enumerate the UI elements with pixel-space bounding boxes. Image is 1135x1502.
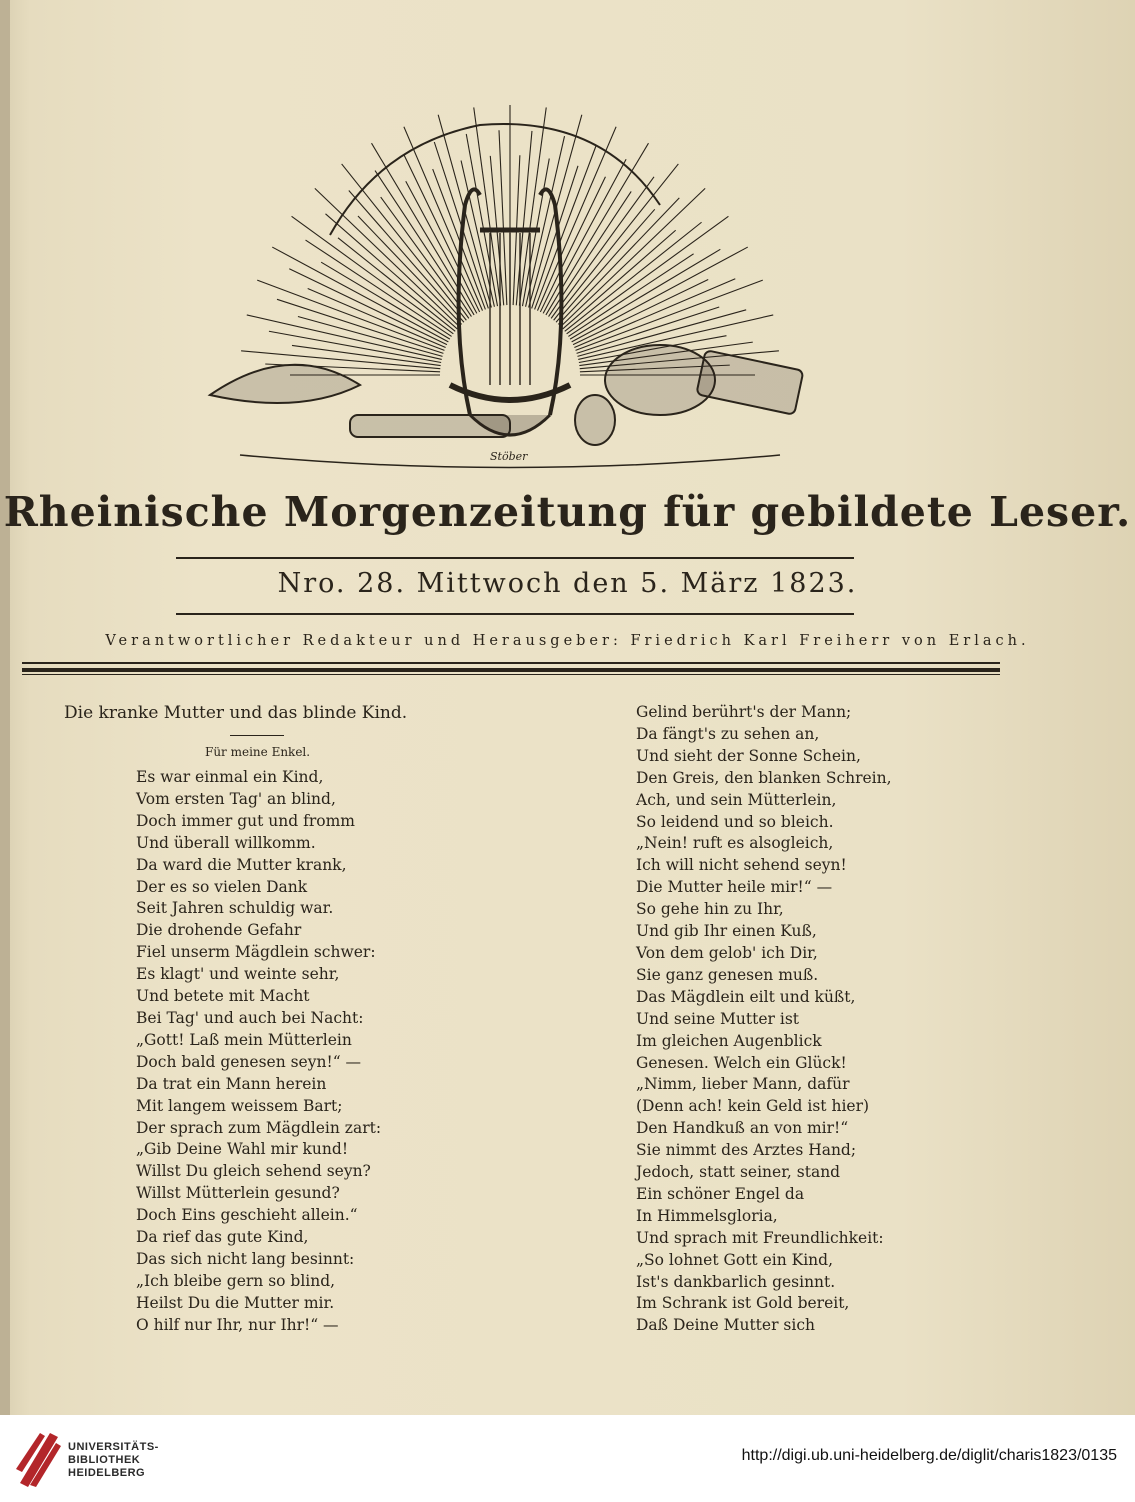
poem-line: Und sprach mit Freundlichkeit:: [636, 1228, 884, 1247]
sunburst-ray: [257, 280, 444, 350]
sunburst-ray: [358, 216, 462, 324]
poem-line: Und sieht der Sonne Schein,: [636, 746, 861, 765]
digital-library-footer: [0, 1415, 1135, 1502]
sunburst-ray: [315, 188, 460, 326]
sunburst-ray: [272, 247, 448, 342]
poem-line: Und seine Mutter ist: [636, 1009, 800, 1028]
masthead-engraving: [180, 85, 840, 470]
poem-line: Fiel unserm Mägdlein schwer:: [136, 943, 376, 962]
issue-line: Nro. 28. Mittwoch den 5. März 1823.: [277, 568, 858, 599]
poem-line: Das Mägdlein eilt und küßt,: [636, 987, 856, 1006]
library-name-line: UNIVERSITÄTS-: [68, 1441, 159, 1453]
poem-line: Vom ersten Tag' an blind,: [136, 789, 336, 808]
newspaper-title: Rheinische Morgenzeitung für gebildete Leser.: [3, 488, 1132, 536]
poem-line: O hilf nur Ihr, nur Ihr!“ —: [136, 1315, 339, 1334]
heidelberg-library-logo-icon: [16, 1429, 62, 1487]
poem-line: Im gleichen Augenblick: [636, 1031, 822, 1050]
sunburst-ray: [342, 164, 467, 320]
poem-line: „Nimm, lieber Mann, dafür: [636, 1075, 850, 1094]
poem-dedication: Für meine Enkel.: [205, 745, 311, 759]
poem-line: Und gib Ihr einen Kuß,: [636, 922, 817, 941]
sunburst-ray: [561, 188, 706, 326]
poem-line: Mit langem weissem Bart;: [136, 1096, 343, 1115]
poem-line: Im Schrank ist Gold bereit,: [636, 1294, 850, 1313]
poem-line: Den Greis, den blanken Schrein,: [636, 768, 892, 787]
sunburst-ray: [289, 269, 447, 345]
poem-line: Der sprach zum Mägdlein zart:: [136, 1118, 382, 1137]
poem-line: Doch immer gut und fromm: [136, 811, 355, 830]
poem-line: Da ward die Mutter krank,: [136, 855, 347, 874]
poem-line: Doch bald genesen seyn!“ —: [136, 1052, 362, 1071]
sunburst-ray: [551, 177, 654, 319]
poem-line: Da fängt's zu sehen an,: [636, 724, 820, 743]
poem-line: Sie ganz genesen muß.: [636, 965, 819, 984]
poem-line: Ich will nicht sehend seyn!: [636, 856, 847, 875]
poem-line: „Nein! ruft es alsogleich,: [636, 834, 834, 853]
sunburst-ray: [306, 240, 452, 336]
header-double-rule: [22, 662, 1000, 676]
poem-line: Die Mutter heile mir!“ —: [636, 878, 833, 897]
sunburst-ray: [532, 166, 578, 309]
poem-line: Den Handkuß an von mir!“: [636, 1119, 849, 1138]
poem-left-column: [136, 767, 381, 1337]
poem-line: Und betete mit Macht: [136, 987, 310, 1006]
issue-underline: [176, 613, 854, 615]
sunburst-ray: [554, 164, 679, 320]
sunburst-ray: [269, 331, 441, 362]
poem-line: „So lohnet Gott ein Kind,: [636, 1250, 833, 1269]
poem-line: Seit Jahren schuldig war.: [136, 899, 334, 918]
poem-line: Da rief das gute Kind,: [136, 1228, 309, 1247]
poem-line: „Gib Deine Wahl mir kund!: [136, 1140, 349, 1159]
poem-line: Daß Deine Mutter sich: [636, 1316, 815, 1335]
poem-line: Ein schöner Engel da: [636, 1184, 805, 1203]
poem-line: „Gott! Laß mein Mütterlein: [136, 1030, 352, 1049]
engraver-signature: Stöber: [490, 450, 528, 463]
sunburst-ray: [565, 222, 702, 331]
sunburst-ray: [576, 280, 763, 350]
poem-line: Und überall willkomm.: [136, 833, 316, 852]
sunburst-ray: [241, 351, 440, 369]
poem-line: Willst Mütterlein gesund?: [136, 1184, 340, 1203]
editor-line: Verantwortlicher Redakteur und Herausgeber: Friedrich Karl Freiherr von Erlach.: [105, 633, 1030, 649]
poem-line: „Ich bleibe gern so blind,: [136, 1271, 336, 1290]
poem-title: Die kranke Mutter und das blinde Kind.: [64, 703, 408, 723]
page-binding-edge: [0, 0, 10, 1415]
poem-line: In Himmelsgloria,: [636, 1206, 778, 1225]
sunburst-ray: [321, 262, 450, 339]
poem-line: Heilst Du die Mutter mir.: [136, 1293, 335, 1312]
sunburst-ray: [558, 198, 679, 324]
poem-line: Genesen. Welch ein Glück!: [636, 1053, 847, 1072]
poem-line: So leidend und so bleich.: [636, 812, 834, 831]
library-name-line: BIBLIOTHEK: [68, 1454, 141, 1466]
poem-line: Ach, und sein Mütterlein,: [636, 790, 837, 809]
poem-line: Jedoch, statt seiner, stand: [636, 1163, 841, 1182]
poem-line: Der es so vielen Dank: [136, 877, 308, 896]
poem-line: Es war einmal ein Kind,: [136, 768, 324, 786]
poem-line: So gehe hin zu Ihr,: [636, 900, 784, 919]
poem-line: Es klagt' und weinte sehr,: [136, 965, 340, 984]
library-name: [68, 1441, 159, 1480]
poem-line: Sie nimmt des Arztes Hand;: [636, 1141, 857, 1160]
poem-line: Ist's dankbarlich gesinnt.: [636, 1272, 836, 1291]
poem-line: Das sich nicht lang besinnt:: [136, 1249, 355, 1268]
poem-line: Die drohende Gefahr: [136, 921, 302, 940]
poem-line: (Denn ach! kein Geld ist hier): [636, 1097, 870, 1116]
poem-line: Gelind berührt's der Mann;: [636, 703, 852, 721]
poem-title-rule: [230, 735, 284, 736]
poem-line: Von dem gelob' ich Dir,: [636, 943, 818, 962]
poem-line: Bei Tag' und auch bei Nacht:: [136, 1008, 364, 1027]
source-url-link[interactable]: http://digi.ub.uni-heidelberg.de/diglit/charis1823/0135: [741, 1447, 1117, 1464]
poem-right-column: [636, 702, 892, 1337]
poem-line: Willst Du gleich sehend seyn?: [136, 1162, 371, 1181]
sunburst-ray: [404, 154, 480, 312]
poem-line: Doch Eins geschieht allein.“: [136, 1206, 358, 1225]
library-name-line: HEIDELBERG: [68, 1467, 146, 1479]
title-underline: [176, 557, 854, 559]
sunburst-ray: [572, 247, 748, 342]
sunburst-ray: [466, 134, 497, 306]
poem-line: Da trat ein Mann herein: [136, 1074, 327, 1093]
